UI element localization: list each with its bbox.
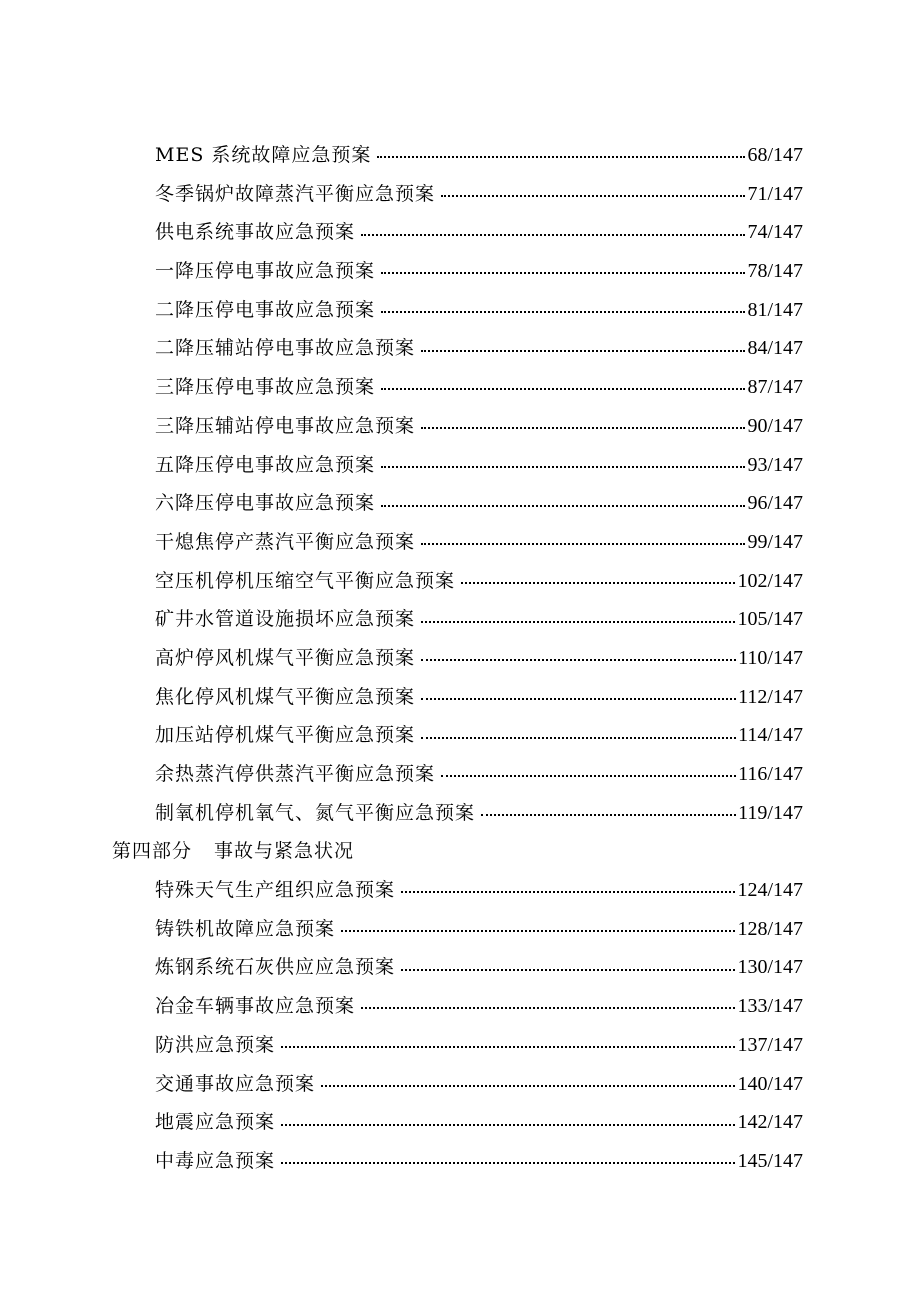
- toc-entry[interactable]: [155, 1065, 803, 1104]
- dot-leader: [461, 562, 735, 601]
- dot-leader: [421, 716, 736, 755]
- toc-entry-title: 五降压停电事故应急预案: [155, 453, 376, 476]
- toc-entry-page: 71/147: [747, 182, 803, 205]
- toc-entry-page: 137/147: [737, 1033, 803, 1056]
- dot-leader: [381, 368, 745, 407]
- toc-entry-page: 105/147: [737, 608, 803, 631]
- toc-entry[interactable]: [155, 136, 803, 175]
- toc-entry-title: 冬季锅炉故障蒸汽平衡应急预案: [155, 182, 436, 205]
- dot-leader: [421, 600, 735, 639]
- toc-entry-title: 余热蒸汽停供蒸汽平衡应急预案: [155, 763, 436, 785]
- dot-leader: [361, 213, 745, 252]
- toc-entry-page: 112/147: [738, 685, 803, 708]
- toc-entry[interactable]: [155, 252, 803, 291]
- dot-leader: [401, 871, 735, 910]
- toc-entry-title: 三降压辅站停电事故应急预案: [155, 414, 416, 437]
- toc-entry-title: 矿井水管道设施损坏应急预案: [155, 608, 416, 631]
- dot-leader: [421, 523, 745, 562]
- toc-entry-title: 地震应急预案: [155, 1111, 276, 1134]
- toc-entry-page: 74/147: [747, 221, 803, 244]
- dot-leader: [381, 446, 745, 485]
- toc-entry-title: 二降压辅站停电事故应急预案: [155, 337, 416, 360]
- toc-entry-title: MES 系统故障应急预案: [155, 144, 372, 166]
- toc-entry-page: 142/147: [737, 1111, 803, 1134]
- toc-entry-title: 三降压停电事故应急预案: [155, 376, 376, 399]
- dot-leader: [361, 987, 735, 1026]
- toc-entry-page: 133/147: [737, 995, 803, 1018]
- toc-entry-page: 114/147: [738, 724, 803, 747]
- toc-entry[interactable]: [155, 794, 803, 833]
- dot-leader: [377, 136, 745, 175]
- toc-section-heading[interactable]: [112, 832, 920, 871]
- toc-entry-page: 68/147: [747, 144, 803, 166]
- toc-entry-title: 铸铁机故障应急预案: [155, 917, 336, 940]
- toc-entry-title: 焦化停风机煤气平衡应急预案: [155, 685, 416, 708]
- toc-entry-page: 81/147: [747, 298, 803, 321]
- section-title: 事故与紧急状况: [214, 840, 355, 863]
- toc-entry[interactable]: [155, 987, 803, 1026]
- toc-entry-title: 特殊天气生产组织应急预案: [155, 879, 396, 902]
- dot-leader: [381, 291, 745, 330]
- toc-entry-page: 87/147: [747, 376, 803, 399]
- toc-entry[interactable]: [155, 562, 803, 601]
- toc-entry-title: 防洪应急预案: [155, 1033, 276, 1056]
- toc-entry[interactable]: [155, 600, 803, 639]
- toc-entry-title: 二降压停电事故应急预案: [155, 298, 376, 321]
- toc-entry[interactable]: [155, 948, 803, 987]
- toc-entry[interactable]: [155, 1026, 803, 1065]
- dot-leader: [441, 755, 736, 794]
- dot-leader: [281, 1142, 735, 1181]
- toc-entry-page: 93/147: [747, 453, 803, 476]
- toc-entry[interactable]: [155, 213, 803, 252]
- toc-entry-page: 140/147: [737, 1072, 803, 1095]
- toc-entry[interactable]: [155, 484, 803, 523]
- toc-entry[interactable]: [155, 871, 803, 910]
- toc-entry-title: 一降压停电事故应急预案: [155, 260, 376, 283]
- dot-leader: [341, 910, 735, 949]
- section-label: 第四部分: [112, 840, 193, 863]
- dot-leader: [481, 794, 736, 833]
- toc-entry[interactable]: [155, 175, 803, 214]
- toc-entry[interactable]: [155, 910, 803, 949]
- toc-entry[interactable]: [155, 755, 803, 794]
- toc-entry-title: 炼钢系统石灰供应应急预案: [155, 956, 396, 979]
- toc-entry-title: 中毒应急预案: [155, 1149, 276, 1172]
- dot-leader: [421, 407, 745, 446]
- toc-entry-page: 99/147: [747, 530, 803, 553]
- toc-entry[interactable]: [155, 716, 803, 755]
- toc-entry[interactable]: [155, 523, 803, 562]
- dot-leader: [381, 484, 745, 523]
- toc-entry-title: 高炉停风机煤气平衡应急预案: [155, 646, 416, 669]
- toc-entry-title: 空压机停机压缩空气平衡应急预案: [155, 569, 456, 592]
- toc-entry-page: 78/147: [747, 260, 803, 283]
- toc-entry[interactable]: [155, 1103, 803, 1142]
- dot-leader: [281, 1026, 735, 1065]
- dot-leader: [381, 252, 745, 291]
- dot-leader: [421, 678, 736, 717]
- toc-entry-title: 六降压停电事故应急预案: [155, 492, 376, 515]
- dot-leader: [321, 1065, 735, 1104]
- toc-entry-page: 90/147: [747, 414, 803, 437]
- dot-leader: [281, 1103, 735, 1142]
- toc-entry[interactable]: [155, 329, 803, 368]
- toc-entry-page: 130/147: [737, 956, 803, 979]
- toc-entry[interactable]: [155, 291, 803, 330]
- toc-entry[interactable]: [155, 639, 803, 678]
- toc-entry-page: 128/147: [737, 917, 803, 940]
- toc-entry-page: 84/147: [747, 337, 803, 360]
- dot-leader: [421, 329, 745, 368]
- dot-leader: [421, 639, 736, 678]
- toc-entry-page: 102/147: [737, 569, 803, 592]
- toc-entry[interactable]: [155, 1142, 803, 1181]
- toc-entry[interactable]: [155, 407, 803, 446]
- toc-entry-page: 145/147: [737, 1149, 803, 1172]
- toc-entry-page: 96/147: [747, 492, 803, 515]
- toc-entry-title: 交通事故应急预案: [155, 1072, 316, 1095]
- table-of-contents: [0, 136, 920, 1181]
- dot-leader: [441, 175, 745, 214]
- toc-entry-title: 制氧机停机氧气、氮气平衡应急预案: [155, 801, 476, 824]
- toc-entry-title: 加压站停机煤气平衡应急预案: [155, 724, 416, 747]
- toc-entry-page: 116/147: [738, 763, 803, 785]
- toc-entry-title: 供电系统事故应急预案: [155, 221, 356, 244]
- toc-entry-page: 119/147: [738, 801, 803, 824]
- toc-entry[interactable]: [155, 446, 803, 485]
- toc-entry[interactable]: [155, 368, 803, 407]
- toc-entry-title: 冶金车辆事故应急预案: [155, 995, 356, 1018]
- dot-leader: [401, 948, 735, 987]
- toc-entry-page: 124/147: [737, 879, 803, 902]
- toc-entry-title: 干熄焦停产蒸汽平衡应急预案: [155, 530, 416, 553]
- toc-entry-page: 110/147: [738, 646, 803, 669]
- toc-entry[interactable]: [155, 678, 803, 717]
